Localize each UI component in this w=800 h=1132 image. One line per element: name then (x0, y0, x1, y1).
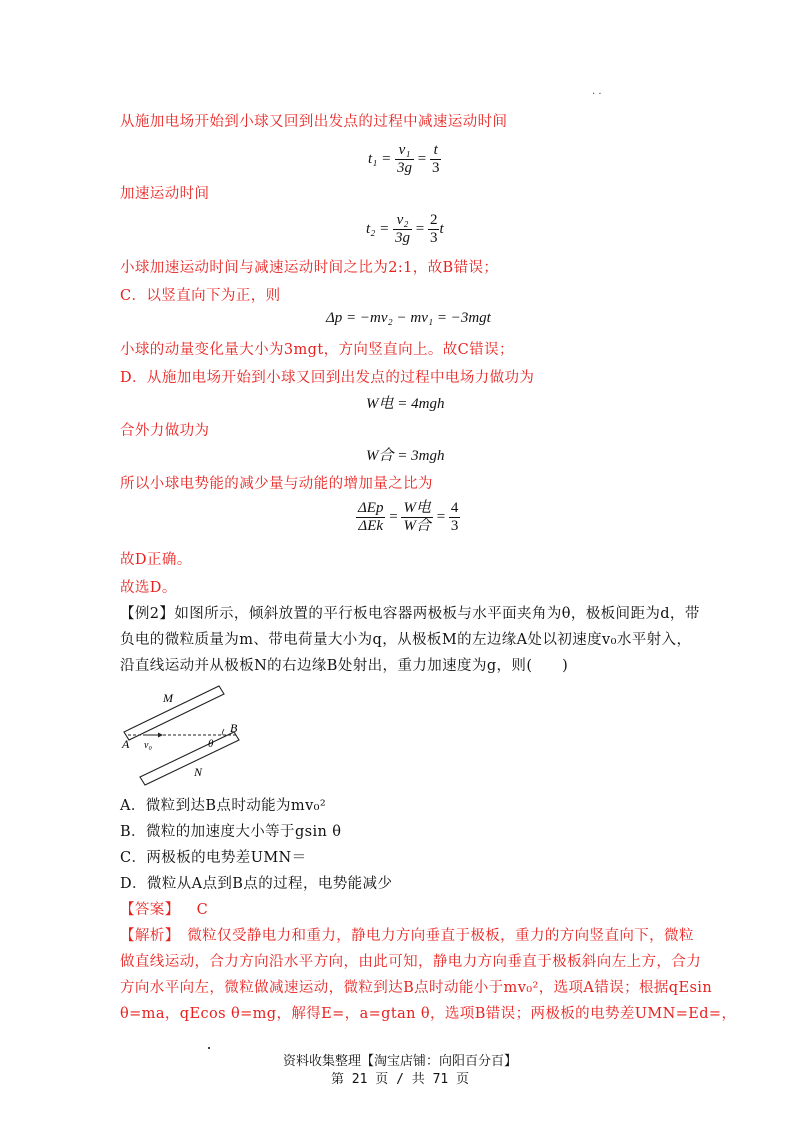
angle-arc (222, 729, 224, 735)
analysis-line (120, 926, 694, 946)
text-line: 合外力做功为 (120, 423, 210, 439)
option-d: D．微粒从A点到B点的过程，电势能减少 (120, 876, 393, 892)
analysis-line: θ=ma，qEcos θ=mg，解得E=，a=gtan θ，选项B错误；两极板的电势差UMN=Ed=， (120, 1006, 737, 1022)
footer-page-number: 第 21 页 / 共 71 页 (330, 1072, 470, 1087)
fraction (395, 142, 414, 177)
answer-label: 【答案】 (120, 902, 180, 918)
analysis-text: 微粒仅受静电力和重力，静电力方向垂直于极板，重力的方向竖直向下，微粒 (172, 928, 694, 944)
label-b: B (230, 721, 238, 735)
text-line: D．从施加电场开始到小球又回到出发点的过程中电场力做功为 (120, 370, 535, 386)
option-c: C．两极板的电势差UMN＝ (120, 850, 307, 866)
text-line: 所以小球电势能的减少量与动能的增加量之比为 (120, 476, 433, 492)
answer-value: C (196, 902, 209, 918)
analysis-line: 方向水平向左，微粒做减速运动，微粒到达B点时动能小于mv₀²，选项A错误；根据qEsin (120, 980, 713, 996)
denominator: 3 (431, 160, 440, 176)
example-line: 负电的微粒质量为m、带电荷量大小为q，从极板M的左边缘A处以初速度v₀水平射入， (120, 632, 692, 648)
example-line: 沿直线运动并从极板N的右边缘B处射出，重力加速度为g，则( ) (120, 658, 569, 674)
arrow-head (158, 733, 163, 738)
formula-work-field: W电 = 4mgh (366, 396, 445, 412)
numerator: ΔEp (358, 500, 384, 516)
formula-momentum: Δp = −mv₂ − mv₁ = −3mgt (326, 310, 491, 326)
formula-part: t (439, 220, 444, 237)
numerator: W电 (403, 500, 431, 516)
example-line: 【例2】如图所示，倾斜放置的平行板电容器两极板与水平面夹角为θ，极板间距为d，带 (120, 606, 700, 622)
formula-t1 (368, 142, 441, 177)
fraction (393, 212, 412, 247)
option-b: B．微粒的加速度大小等于gsin θ (120, 824, 342, 840)
header-dots: . . (592, 86, 602, 97)
formula-part: t₁ = (368, 150, 392, 167)
fraction (430, 142, 442, 177)
label-m: M (163, 691, 173, 705)
fraction (401, 500, 433, 535)
text-line: 小球加速运动时间与减速运动时间之比为2:1，故B错误； (120, 260, 499, 276)
analysis-line: 做直线运动，合力方向沿水平方向，由此可知，静电力方向垂直于极板斜向左上方，合力 (120, 954, 702, 970)
formula-t2 (366, 212, 444, 247)
formula-part: = (417, 150, 427, 167)
plate-n (140, 732, 239, 785)
label-a: A (122, 737, 130, 751)
capacitor-diagram (118, 680, 258, 790)
label-theta: θ (208, 738, 214, 750)
option-a: A．微粒到达B点时动能为mv₀² (120, 798, 327, 814)
formula-part: = (415, 220, 425, 237)
numerator: v₂ (393, 212, 412, 230)
denominator: 3 (429, 230, 438, 246)
label-n: N (194, 765, 203, 779)
text-line: 加速运动时间 (120, 186, 210, 202)
text-line: 小球的动量变化量大小为3mgt，方向竖直向上。故C错误； (120, 342, 514, 358)
denominator: 3g (395, 230, 411, 246)
numerator: v₁ (395, 142, 414, 160)
fraction (356, 500, 385, 535)
formula-energy-ratio (356, 500, 460, 535)
label-v0: v₀ (144, 740, 152, 751)
footer-dot: . (205, 1038, 213, 1053)
numerator: t (430, 142, 442, 160)
formula-part: = (436, 508, 446, 525)
numerator: 2 (429, 212, 438, 228)
formula-work-total: W合 = 3mgh (366, 448, 445, 464)
denominator: W合 (403, 518, 431, 534)
text-line: 故D正确。 (120, 552, 192, 568)
text-line: 从施加电场开始到小球又回到出发点的过程中减速运动时间 (120, 114, 508, 130)
formula-part: = (389, 508, 398, 525)
text-line: C．以竖直向下为正，则 (120, 288, 281, 304)
numerator: 4 (450, 500, 459, 516)
text-line: 故选D。 (120, 580, 177, 596)
formula-part: t₂ = (366, 220, 390, 237)
denominator: 3g (397, 160, 413, 176)
fraction (428, 212, 440, 247)
plate-m (124, 686, 224, 740)
fraction (449, 500, 461, 535)
denominator: ΔEk (358, 518, 384, 534)
analysis-label: 【解析】 (120, 928, 173, 944)
footer-source: 资料收集整理【淘宝店铺：向阳百分百】 (282, 1054, 517, 1069)
denominator: 3 (450, 518, 459, 534)
answer-line (120, 900, 208, 920)
